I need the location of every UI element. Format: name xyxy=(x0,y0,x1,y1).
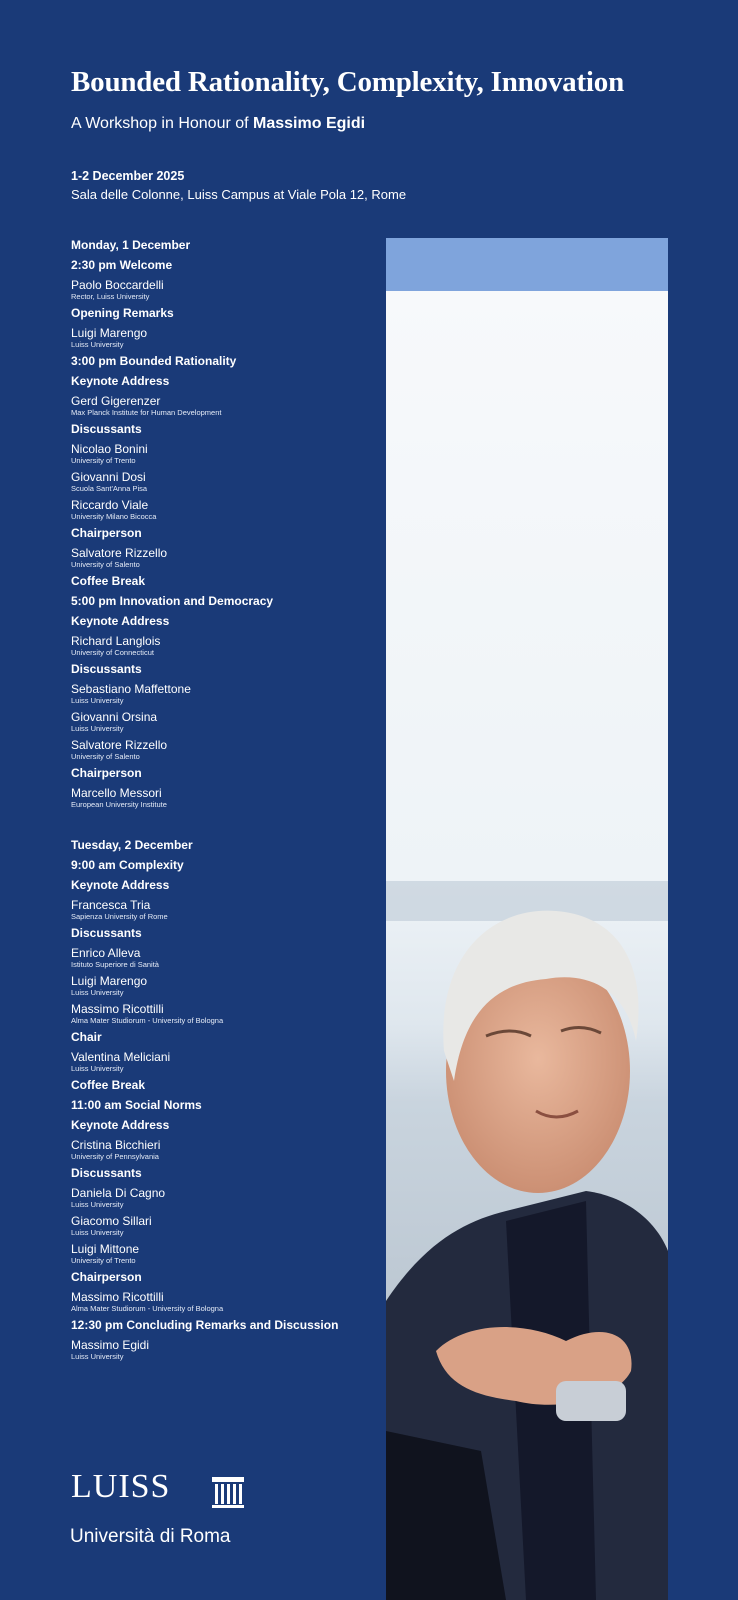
speaker-affiliation: Luiss University xyxy=(71,1200,124,1209)
program-item: Keynote Address xyxy=(71,1118,170,1132)
program-item: 9:00 am Complexity xyxy=(71,858,184,872)
speaker-affiliation: Luiss University xyxy=(71,988,124,997)
program-item: Discussants xyxy=(71,1166,142,1180)
program-item: Coffee Break xyxy=(71,574,146,588)
program-item: Keynote Address xyxy=(71,374,170,388)
speaker-name: Paolo Boccardelli xyxy=(71,278,164,292)
speaker xyxy=(71,738,371,761)
program-item: 12:30 pm Concluding Remarks and Discussion xyxy=(71,1318,339,1332)
column-icon xyxy=(210,1474,246,1510)
speaker xyxy=(71,278,371,301)
speaker xyxy=(71,1338,371,1361)
speaker-name: Enrico Alleva xyxy=(71,946,141,960)
speaker xyxy=(71,634,371,657)
speaker-affiliation: University of Trento xyxy=(71,456,136,465)
speaker-name: Daniela Di Cagno xyxy=(71,1186,166,1200)
speaker-affiliation: Istituto Superiore di Sanità xyxy=(71,960,159,969)
speaker xyxy=(71,1050,371,1073)
speaker xyxy=(71,1242,371,1265)
speaker-name: Luigi Mittone xyxy=(71,1242,140,1256)
program-item: Keynote Address xyxy=(71,614,170,628)
speaker-affiliation: Luiss University xyxy=(71,1352,124,1361)
speaker-affiliation: Sapienza University of Rome xyxy=(71,912,168,921)
honoree-name: Massimo Egidi xyxy=(253,115,366,132)
day-heading-monday: Monday, 1 December xyxy=(71,238,191,252)
luiss-logo-wordmark: LUISS xyxy=(71,1468,171,1505)
speaker-name: Nicolao Bonini xyxy=(71,442,148,456)
university-name: Università di Roma xyxy=(70,1526,231,1547)
speaker-affiliation: Alma Mater Studiorum - University of Bologna xyxy=(71,1304,224,1313)
speaker xyxy=(71,974,371,997)
speaker xyxy=(71,442,371,465)
speaker-name: Giovanni Orsina xyxy=(71,710,158,724)
speaker-name: Massimo Ricottilli xyxy=(71,1002,164,1016)
speaker-affiliation: European University Institute xyxy=(71,800,167,809)
speaker-name: Marcello Messori xyxy=(71,786,162,800)
speaker-name: Riccardo Viale xyxy=(71,498,149,512)
speaker-affiliation: University of Trento xyxy=(71,1256,136,1265)
program-item: Chairperson xyxy=(71,766,142,780)
speaker-name: Luigi Marengo xyxy=(71,326,148,340)
speaker xyxy=(71,394,371,417)
program-item: Discussants xyxy=(71,662,142,676)
speaker-name: Salvatore Rizzello xyxy=(71,546,168,560)
speaker xyxy=(71,1214,371,1237)
speaker-name: Luigi Marengo xyxy=(71,974,148,988)
program xyxy=(71,237,371,1366)
program-list-monday xyxy=(71,258,371,809)
program-item: Coffee Break xyxy=(71,1078,146,1092)
program-item: Discussants xyxy=(71,926,142,940)
subtitle xyxy=(71,115,365,133)
speaker-affiliation: Luiss University xyxy=(71,340,124,349)
page-title: Bounded Rationality, Complexity, Innovation xyxy=(71,66,624,98)
speaker-affiliation: University of Pennsylvania xyxy=(71,1152,159,1161)
speaker-name: Richard Langlois xyxy=(71,634,161,648)
speaker xyxy=(71,326,371,349)
speaker-name: Giovanni Dosi xyxy=(71,470,146,484)
program-item: Discussants xyxy=(71,422,142,436)
portrait-image xyxy=(386,291,668,1600)
speaker xyxy=(71,786,371,809)
speaker-affiliation: Luiss University xyxy=(71,696,124,705)
speaker-affiliation: Scuola Sant'Anna Pisa xyxy=(71,484,148,493)
speaker-affiliation: University of Connecticut xyxy=(71,648,154,657)
portrait-photo xyxy=(386,238,668,1600)
speaker-name: Gerd Gigerenzer xyxy=(71,394,161,408)
speaker-affiliation: Luiss University xyxy=(71,1064,124,1073)
program-item: 3:00 pm Bounded Rationality xyxy=(71,354,237,368)
program-item: Keynote Address xyxy=(71,878,170,892)
speaker-affiliation: Luiss University xyxy=(71,724,124,733)
speaker xyxy=(71,682,371,705)
program-item: Opening Remarks xyxy=(71,306,174,320)
program-item: Chairperson xyxy=(71,526,142,540)
speaker xyxy=(71,498,371,521)
speaker xyxy=(71,1138,371,1161)
speaker-name: Sebastiano Maffettone xyxy=(71,682,191,696)
speaker-affiliation: Alma Mater Studiorum - University of Bologna xyxy=(71,1016,224,1025)
program-item: 11:00 am Social Norms xyxy=(71,1098,202,1112)
speaker-affiliation: University Milano Bicocca xyxy=(71,512,157,521)
speaker-name: Cristina Bicchieri xyxy=(71,1138,161,1152)
program-item: 2:30 pm Welcome xyxy=(71,258,173,272)
speaker-affiliation: Max Planck Institute for Human Development xyxy=(71,408,222,417)
speaker xyxy=(71,470,371,493)
speaker-affiliation: Rector, Luiss University xyxy=(71,292,150,301)
speaker xyxy=(71,946,371,969)
speaker xyxy=(71,898,371,921)
speaker-name: Salvatore Rizzello xyxy=(71,738,168,752)
speaker-name: Valentina Meliciani xyxy=(71,1050,171,1064)
program-item: Chairperson xyxy=(71,1270,142,1284)
program-item: Chair xyxy=(71,1030,102,1044)
event-venue: Sala delle Colonne, Luiss Campus at Viale Pola 12, Rome xyxy=(71,187,407,202)
speaker xyxy=(71,546,371,569)
speaker-affiliation: University of Salento xyxy=(71,752,140,761)
event-date: 1-2 December 2025 xyxy=(71,169,185,183)
speaker xyxy=(71,1186,371,1209)
speaker xyxy=(71,710,371,733)
program-item: 5:00 pm Innovation and Democracy xyxy=(71,594,274,608)
speaker-name: Massimo Ricottilli xyxy=(71,1290,164,1304)
speaker-name: Massimo Egidi xyxy=(71,1338,150,1352)
speaker-affiliation: Luiss University xyxy=(71,1228,124,1237)
program-list-tuesday xyxy=(71,858,371,1361)
speaker-name: Giacomo Sillari xyxy=(71,1214,152,1228)
speaker-affiliation: University of Salento xyxy=(71,560,140,569)
speaker xyxy=(71,1002,371,1025)
speaker-name: Francesca Tria xyxy=(71,898,151,912)
day-heading-tuesday: Tuesday, 2 December xyxy=(71,838,193,852)
photo-accent-band xyxy=(386,238,668,291)
speaker xyxy=(71,1290,371,1313)
subtitle-prefix: A Workshop in Honour of xyxy=(71,115,254,132)
